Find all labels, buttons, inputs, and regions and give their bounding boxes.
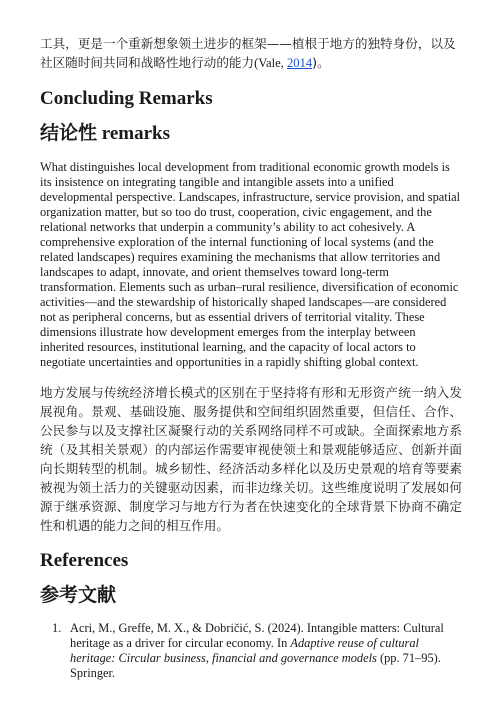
citation-link-2014[interactable]: 2014 xyxy=(286,56,313,70)
intro-paragraph xyxy=(40,34,462,73)
concluding-heading-zh-latin: remarks xyxy=(97,123,171,144)
concluding-paragraph-en: What distinguishes local development from traditional economic growth models is its insistence on integrating tangible and intangible assets into a unified developmental perspective. Landscapes, infrastructure, service provision, and spatial organization matter, but so too do trust, cooperation, civic engagement, and the relational networks that underpin a community’s ability to act cohesively. A comprehensive exploration of the internal functioning of local systems (and the related landscapes) requires examining the mechanisms that allow territories and landscapes to adapt, innovate, and orient themselves toward long-term transformation. Elements such as urban–rural resilience, diversification of economic activities—and the stewardship of historically shaped landscapes—are considered not as peripheral concerns, but as essential drivers of territorial vitality. These dimensions illustrate how development emerges from the interplay between inherited resources, institutional learning, and the capacity of local actors to negotiate uncertainties and opportunities in a rapidly shifting global context. xyxy=(40,160,461,369)
reference-book-title: Adaptive reuse of cultural heritage: Circular business, financial and governance models xyxy=(70,636,419,665)
intro-cite-close: )。 xyxy=(312,55,330,70)
reference-item xyxy=(52,621,462,681)
references-heading-zh: 参考文献 xyxy=(40,584,117,606)
references-heading-en: References xyxy=(40,550,129,571)
intro-cite-open: (Vale, xyxy=(254,56,287,70)
document-page xyxy=(40,34,462,681)
reference-number: 1. xyxy=(52,621,62,635)
concluding-heading-zh xyxy=(40,120,462,147)
concluding-paragraph-zh: 地方发展与传统经济增长模式的区别在于坚持将有形和无形资产统一纳入发展视角。景观、基础设施、服务提供和空间组织固然重要，但信任、合作、公民参与以及支撑社区凝聚行动的关系网络同样不可或缺。全面探索地方系统（及其相关景观）的内部运作需要审视使领土和景观能够适应、创新并面向长期转型的机制。城乡韧性、经济活动多样化以及历史景观的培育等要素被视为领土活力的关键驱动因素，而非边缘关切。这些维度说明了发展如何源于继承资源、制度学习与地方行为者在快速变化的全球背景下协商不确定性和机遇的能力之间的相互作用。 xyxy=(40,385,462,533)
reference-pages-publisher: (pp. 71–95). Springer. xyxy=(70,651,441,680)
intro-text: 工具，更是一个重新想象领土进步的框架——植根于地方的独特身份，以及社区随时间共同和战略性地行动的能力 xyxy=(40,36,456,70)
reference-list xyxy=(40,621,462,681)
concluding-heading-en: Concluding Remarks xyxy=(40,88,213,109)
concluding-heading-zh-text: 结论性 xyxy=(40,122,98,144)
reference-authors: Acri, M., Greffe, M. X., & Dobričić, S. (2024). Intangible matters: Cultural heritage as a driver for circular economy. In xyxy=(70,621,444,650)
